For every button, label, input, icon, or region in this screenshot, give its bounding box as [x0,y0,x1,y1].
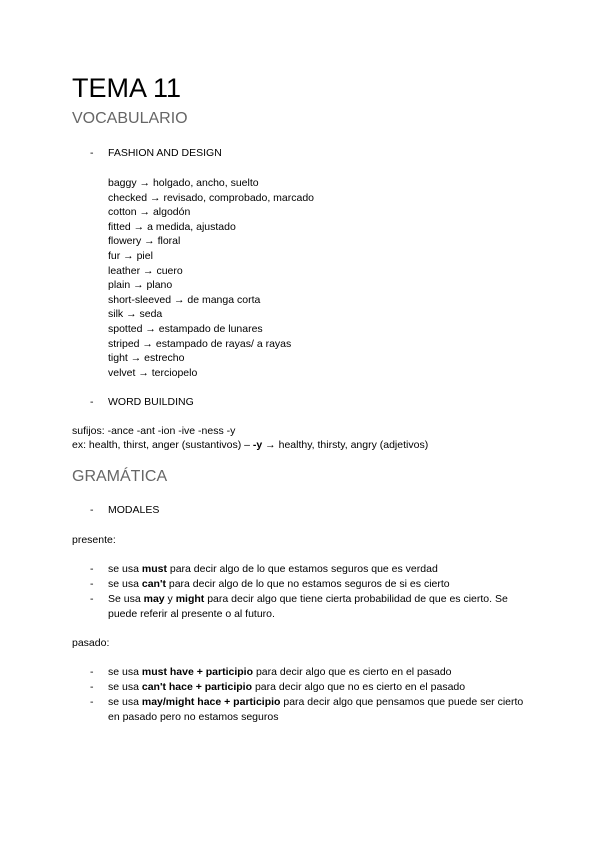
gramatica-heading: GRAMÁTICA [72,468,168,485]
vocab-item: striped → estampado de rayas/ a rayas [108,337,292,350]
modales-heading: MODALES [108,504,160,516]
example-line [72,438,428,452]
list-item: - Se usa may y might para decir algo que tiene cierta probabilidad de que es cierto. Se puede referir al presente o al futuro. [90,593,508,620]
dash-marker: - [90,681,94,693]
example-suffix: -y [252,439,263,451]
list-item: - se usa must para decir algo de lo que estamos seguros que es verdad [90,563,438,575]
vocabulary-list [108,176,314,380]
list-item: - se usa must have + participio para decir algo que es cierto en el pasado [90,666,452,678]
dash-marker: - [90,593,94,605]
vocab-item: flowery → floral [108,235,181,248]
vocab-item: tight → estrecho [108,352,185,365]
dash-marker: - [90,696,94,708]
dash-marker: - [90,504,94,516]
vocab-item: fur → piel [108,249,153,262]
vocab-item: leather → cuero [108,264,183,277]
dash-marker: - [90,396,94,408]
fashion-heading: FASHION AND DESIGN [108,147,222,159]
vocab-item: spotted → estampado de lunares [108,322,263,335]
vocab-item: cotton → algodón [108,206,191,219]
list-item: - se usa may/might hace + participio para decir algo que pensamos que puede ser cierto en pasado pero no estamos seguros [90,696,524,723]
pasado-list [90,665,530,725]
example-start: ex: health, thirst, anger (sustantivos) – [72,439,253,451]
vocab-item: short-sleeved → de manga corta [108,293,261,306]
dash-marker: - [90,578,94,590]
word-building-heading: WORD BUILDING [108,396,194,408]
vocab-item: velvet → terciopelo [108,366,198,379]
dash-marker: - [90,147,94,159]
vocab-item: checked → revisado, comprobado, marcado [108,191,315,204]
dash-marker: - [90,563,94,575]
vocab-item: silk → seda [108,308,163,321]
page-title: TEMA 11 [72,73,182,103]
vocab-item: fitted → a medida, ajustado [108,220,236,233]
vocab-item: plain → plano [108,279,173,292]
presente-label: presente: [72,534,116,546]
vocab-item: baggy → holgado, ancho, suelto [108,177,259,189]
list-item: - se usa can't para decir algo de lo que no estamos seguros de si es cierto [90,578,450,590]
list-item: - se usa can't hace + participio para decir algo que no es cierto en el pasado [90,681,466,693]
suffixes-line: sufijos: -ance -ant -ion -ive -ness -y [72,425,236,437]
example-end: → healthy, thirsty, angry (adjetivos) [262,439,429,451]
dash-marker: - [90,666,94,678]
presente-list [90,562,530,622]
pasado-label: pasado: [72,637,110,649]
vocabulario-heading: VOCABULARIO [72,110,188,127]
